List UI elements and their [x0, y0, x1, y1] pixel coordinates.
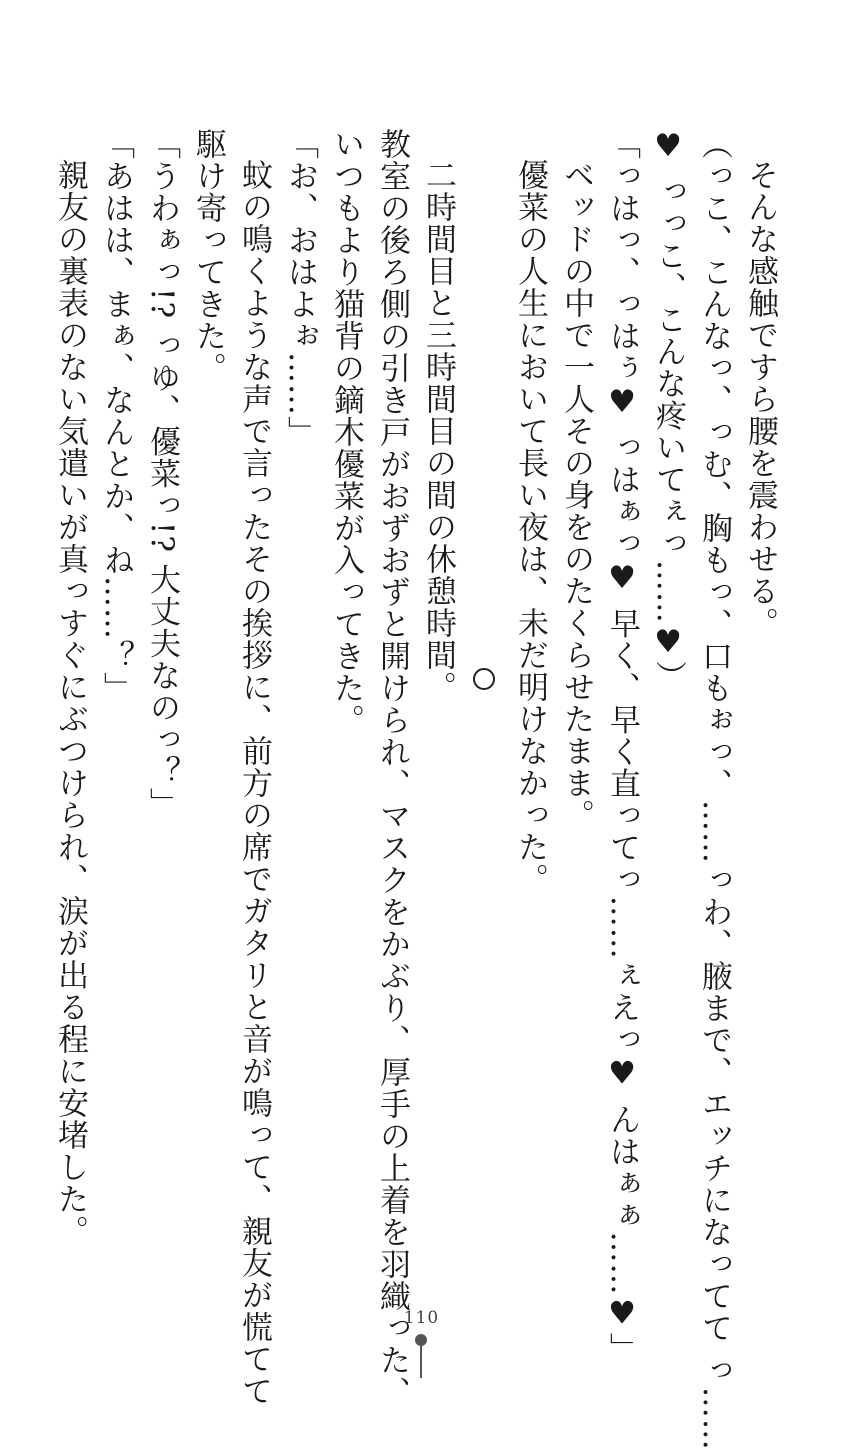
- text-line: 親友の裏表のない気遣いが真っすぐにぶつけられ、涙が出る程に安堵した。: [52, 159, 88, 1247]
- text-line: 蚊の鳴くような声で言ったその挨拶に、前方の席でガタリと音が鳴って、親友が慌てて: [236, 159, 272, 1407]
- text-line: 「あはは、まぁ、なんとか、ね……？」: [98, 128, 134, 704]
- text-line: ♥ っっこ、こんな疼いてぇっ……♥）: [650, 128, 686, 693]
- scene-break-circle-icon: [473, 668, 495, 690]
- text-line: いつもより猫背の鏑木優菜が入ってきた。: [328, 128, 364, 736]
- text-line: 二時間目と三時間目の間の休憩時間。: [420, 159, 456, 703]
- text-line: 「うわぁっ!? っゆ、優菜っ!? 大丈夫なのっ？」: [144, 128, 180, 820]
- scene-break: [461, 128, 507, 1258]
- text-line: 優菜の人生において長い夜は、未だ明けなかった。: [512, 159, 548, 895]
- page-footer: [0, 1308, 843, 1328]
- page-number: 110: [403, 1308, 440, 1328]
- text-line: （っこ、こんなっ、っむ、胸もっ、口もぉっ、……っわ、腋まで、エッチになってて っ……: [696, 128, 732, 1451]
- text-line: そんな感触ですら腰を震わせる。: [742, 159, 778, 639]
- page-marker-line: [420, 1344, 422, 1378]
- text-line: 「っはっ、っはぅ♥ っはぁっ♥ 早く、早く直ってっ……ぇえっ♥ んはぁぁ……♥」: [604, 128, 640, 1365]
- text-line: 「お、おはよぉ……」: [282, 128, 318, 448]
- text-line: 駆け寄ってきた。: [190, 128, 226, 384]
- text-line: 教室の後ろ側の引き戸がおずおずと開けられ、マスクをかぶり、厚手の上着を羽織った、: [374, 128, 410, 1408]
- text-line: ベッドの中で一人その身をのたくらせたまま。: [558, 159, 594, 831]
